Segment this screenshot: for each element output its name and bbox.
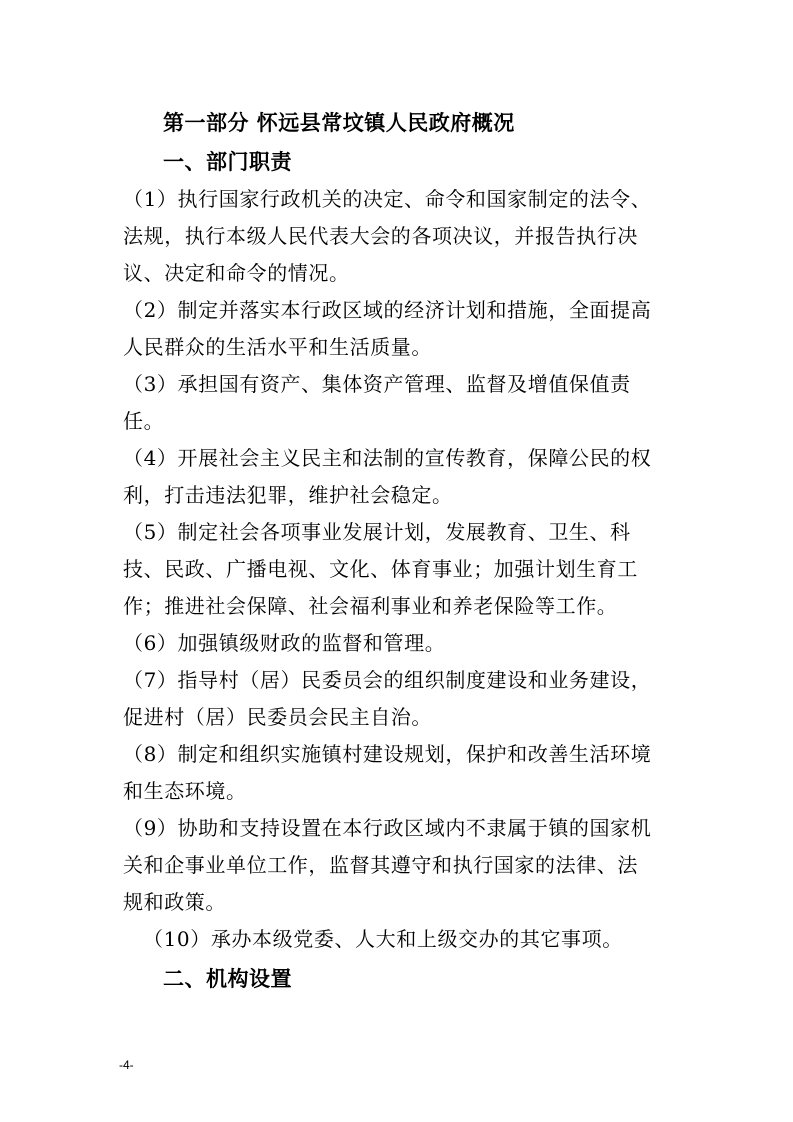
duty-7-line-1: （7）指导村（居）民委员会的组织制度建设和业务建设， xyxy=(123,668,652,692)
duty-9-line-3: 规和政策。 xyxy=(123,890,226,914)
duty-1-line-2: 法规，执行本级人民代表大会的各项决议，并报告执行决 xyxy=(123,224,638,248)
duty-3-line-2: 任。 xyxy=(123,409,165,433)
duty-6-line-1: （6）加强镇级财政的监督和管理。 xyxy=(123,631,446,655)
duty-2-line-1: （2）制定并落实本行政区域的经济计划和措施，全面提高 xyxy=(123,298,652,322)
duty-10-line-1: （10）承办本级党委、人大和上级交办的其它事项。 xyxy=(143,927,623,951)
duty-9-line-2: 关和企事业单位工作，监督其遵守和执行国家的法律、法 xyxy=(123,853,638,877)
duty-8-line-2: 和生态环境。 xyxy=(123,779,247,803)
page-number: -4- xyxy=(119,1058,134,1072)
section-title-organization: 二、机构设置 xyxy=(163,967,292,991)
part-title: 第一部分 怀远县常坟镇人民政府概况 xyxy=(163,111,515,135)
duty-2-line-2: 人民群众的生活水平和生活质量。 xyxy=(123,335,432,359)
duty-1-line-1: （1）执行国家行政机关的决定、命令和国家制定的法令、 xyxy=(123,187,652,211)
duty-4-line-2: 利，打击违法犯罪，维护社会稳定。 xyxy=(123,483,453,507)
duty-3-line-1: （3）承担国有资产、集体资产管理、监督及增值保值责 xyxy=(123,372,631,396)
duty-7-line-2: 促进村（居）民委员会民主自治。 xyxy=(123,705,432,729)
duty-4-line-1: （4）开展社会主义民主和法制的宣传教育，保障公民的权 xyxy=(123,446,652,470)
duty-1-line-3: 议、决定和命令的情况。 xyxy=(123,261,350,285)
duty-5-line-3: 作；推进社会保障、社会福利事业和养老保险等工作。 xyxy=(123,594,618,618)
duty-5-line-2: 技、民政、广播电视、文化、体育事业；加强计划生育工 xyxy=(123,557,638,581)
section-title-duties: 一、部门职责 xyxy=(163,150,292,174)
duty-5-line-1: （5）制定社会各项事业发展计划，发展教育、卫生、科 xyxy=(123,520,631,544)
duty-9-line-1: （9）协助和支持设置在本行政区域内不隶属于镇的国家机 xyxy=(123,816,652,840)
duty-8-line-1: （8）制定和组织实施镇村建设规划，保护和改善生活环境 xyxy=(123,742,652,766)
